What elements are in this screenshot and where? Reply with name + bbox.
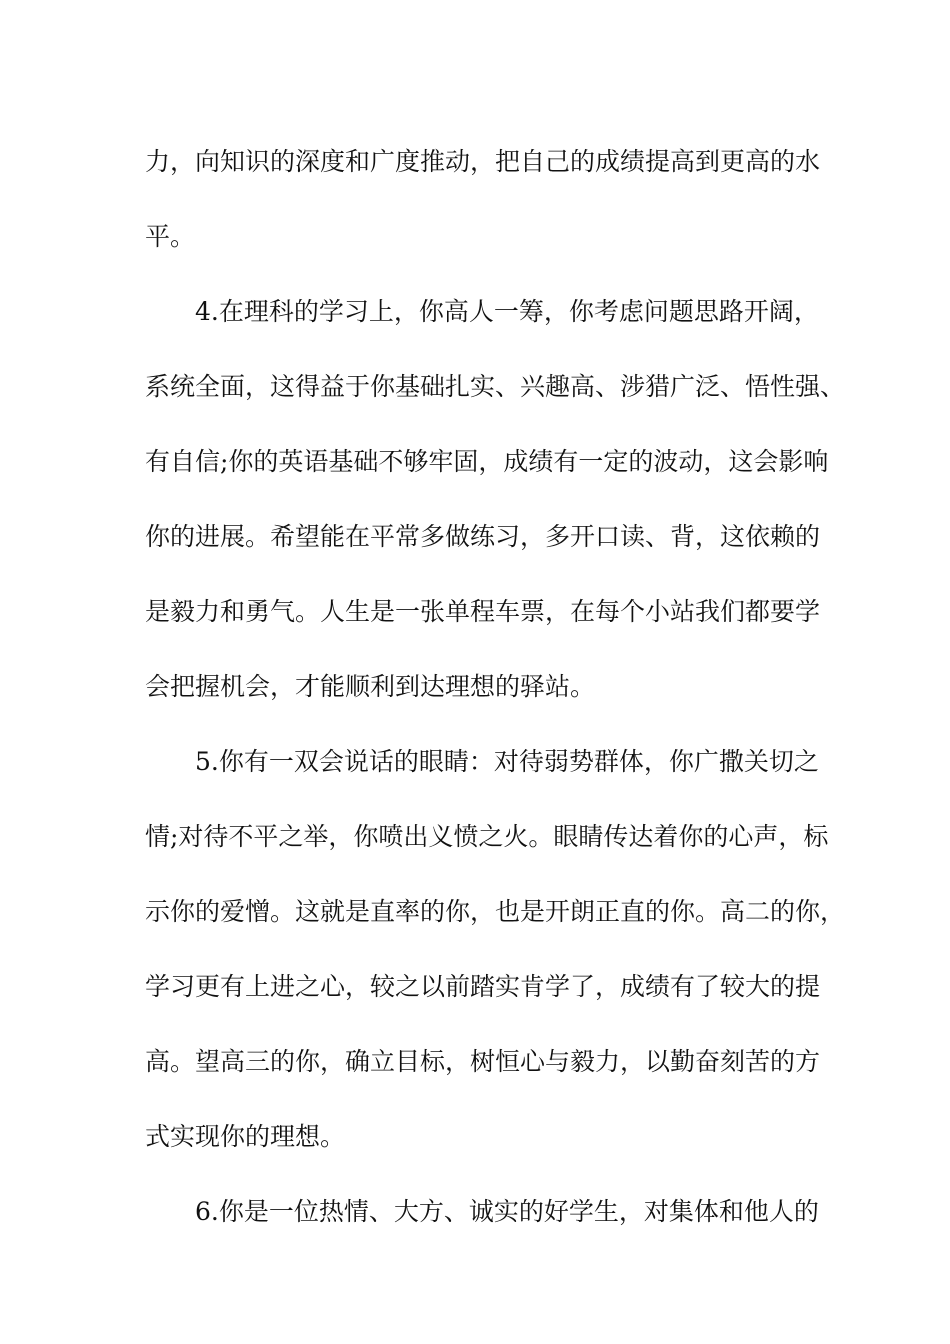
document-body: [145, 124, 846, 1249]
text-line: 你的进展。希望能在平常多做练习，多开口读、背，这依赖的: [145, 522, 821, 551]
text-line: 系统全面，这得益于你基础扎实、兴趣高、涉猎广泛、悟性强、: [145, 372, 846, 401]
text-line: 是毅力和勇气。人生是一张单程车票，在每个小站我们都要学: [145, 597, 821, 626]
paragraph-start-line: 4.在理科的学习上，你高人一筹，你考虑问题思路开阔，: [195, 297, 819, 326]
paragraph-start-line: 5.你有一双会说话的眼睛：对待弱势群体，你广撒关切之: [195, 747, 819, 776]
text-line: 有自信;你的英语基础不够牢固，成绩有一定的波动，这会影响: [145, 447, 829, 476]
text-line: 式实现你的理想。: [145, 1122, 346, 1151]
text-line: 高。望高三的你，确立目标，树恒心与毅力，以勤奋刻苦的方: [145, 1047, 821, 1076]
text-line: 学习更有上进之心，较之以前踏实肯学了，成绩有了较大的提: [145, 972, 821, 1001]
text-line: 平。: [145, 222, 196, 251]
text-line: 情;对待不平之举，你喷出义愤之火。眼睛传达着你的心声，标: [145, 822, 829, 851]
paragraph-start-line: 6.你是一位热情、大方、诚实的好学生，对集体和他人的: [195, 1197, 819, 1226]
text-line: 示你的爱憎。这就是直率的你，也是开朗正直的你。高二的你，: [145, 897, 846, 926]
text-line: 会把握机会，才能顺利到达理想的驿站。: [145, 672, 596, 701]
text-line: 力，向知识的深度和广度推动，把自己的成绩提高到更高的水: [145, 147, 821, 176]
